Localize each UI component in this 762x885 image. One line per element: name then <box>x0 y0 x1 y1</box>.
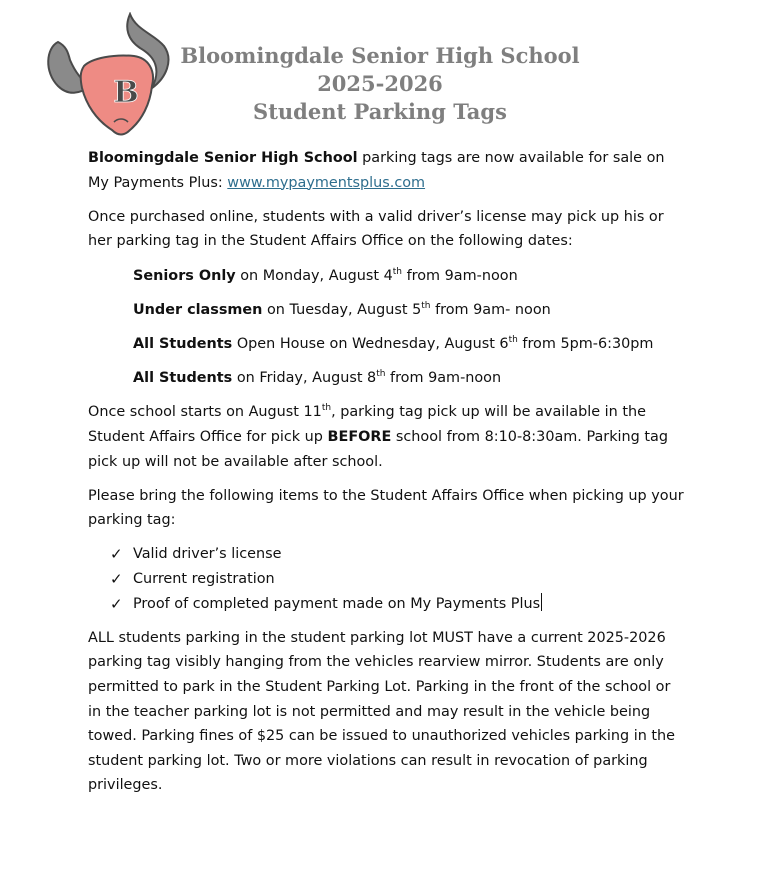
date-text: on Friday, August 8 <box>232 370 377 387</box>
check-icon: ✓ <box>110 545 123 564</box>
date-line <box>133 298 688 323</box>
school-start-paragraph <box>88 400 688 474</box>
date-line <box>133 366 688 391</box>
before-emphasis: BEFORE <box>327 428 392 445</box>
school-start-suffix: th <box>321 403 332 414</box>
date-group: All Students <box>133 370 233 387</box>
date-time: from 9am-noon <box>385 370 502 387</box>
check-icon: ✓ <box>110 570 123 589</box>
date-group: Seniors Only <box>133 267 236 284</box>
intro-school: Bloomingdale Senior High School <box>88 150 358 166</box>
required-items-list <box>88 542 688 616</box>
items-intro: Please bring the following items to the Student Affairs Office when picking up your parking tag: <box>88 487 684 529</box>
date-line <box>133 332 688 357</box>
bull-logo <box>44 12 178 140</box>
header-title: Student Parking Tags <box>253 99 507 124</box>
date-text: on Tuesday, August 5 <box>262 301 422 318</box>
rules-paragraph: ALL students parking in the student parking lot MUST have a current 2025-2026 parking tag visibly hanging from the vehicles rearview mirror. Students are only permitted to park in the Student Parking Lot. Parking in the front of the school or in the teacher parking lot is not permitted and may result in the vehicle being towed. Parking fines of $25 can be issued to unauthorized vehicles parking in the student parking lot. Two or more violations can result in revocation of parking privileges. <box>88 629 676 794</box>
date-time: from 5pm-6:30pm <box>517 335 654 352</box>
date-suffix: th <box>421 300 431 311</box>
list-item <box>88 567 688 592</box>
item-label: Current registration <box>133 571 275 588</box>
check-icon: ✓ <box>110 594 123 613</box>
date-line <box>133 264 688 289</box>
list-item <box>88 542 688 567</box>
date-text: on Monday, August 4 <box>235 267 393 284</box>
header-school: Bloomingdale Senior High School <box>180 43 580 68</box>
school-start-end: school from 8:10-8:30am. Parking tag pick up will not be available after school. <box>88 428 668 470</box>
logo-letter: B <box>113 75 139 110</box>
text-cursor <box>541 593 542 611</box>
date-text: Open House on Wednesday, August 6 <box>232 335 509 352</box>
date-suffix: th <box>376 369 386 380</box>
list-item <box>88 592 688 617</box>
payments-link[interactable]: www.mypaymentsplus.com <box>227 174 426 191</box>
item-label: Valid driver’s license <box>133 546 282 563</box>
intro-paragraph <box>88 146 688 195</box>
intro-text: parking tags are now available for sale on My Payments Plus: <box>88 150 665 191</box>
date-group: All Students <box>133 335 233 352</box>
date-suffix: th <box>508 334 518 345</box>
document-body <box>88 146 688 808</box>
header-year: 2025-2026 <box>317 71 443 96</box>
pickup-intro: Once purchased online, students with a valid driver’s license may pick up his or her parking tag in the Student Affairs Office on the following dates: <box>88 208 664 250</box>
date-time: from 9am- noon <box>430 301 551 318</box>
date-time: from 9am-noon <box>402 267 518 284</box>
date-suffix: th <box>392 266 403 277</box>
document-header <box>180 42 580 126</box>
school-start-text: Once school starts on August 11 <box>88 404 322 421</box>
school-start-mid: , parking tag pick up will be available in the Student Affairs Office for pick up <box>88 404 646 445</box>
item-label: Proof of completed payment made on My Payments Plus <box>133 595 541 612</box>
date-group: Under classmen <box>133 301 263 318</box>
